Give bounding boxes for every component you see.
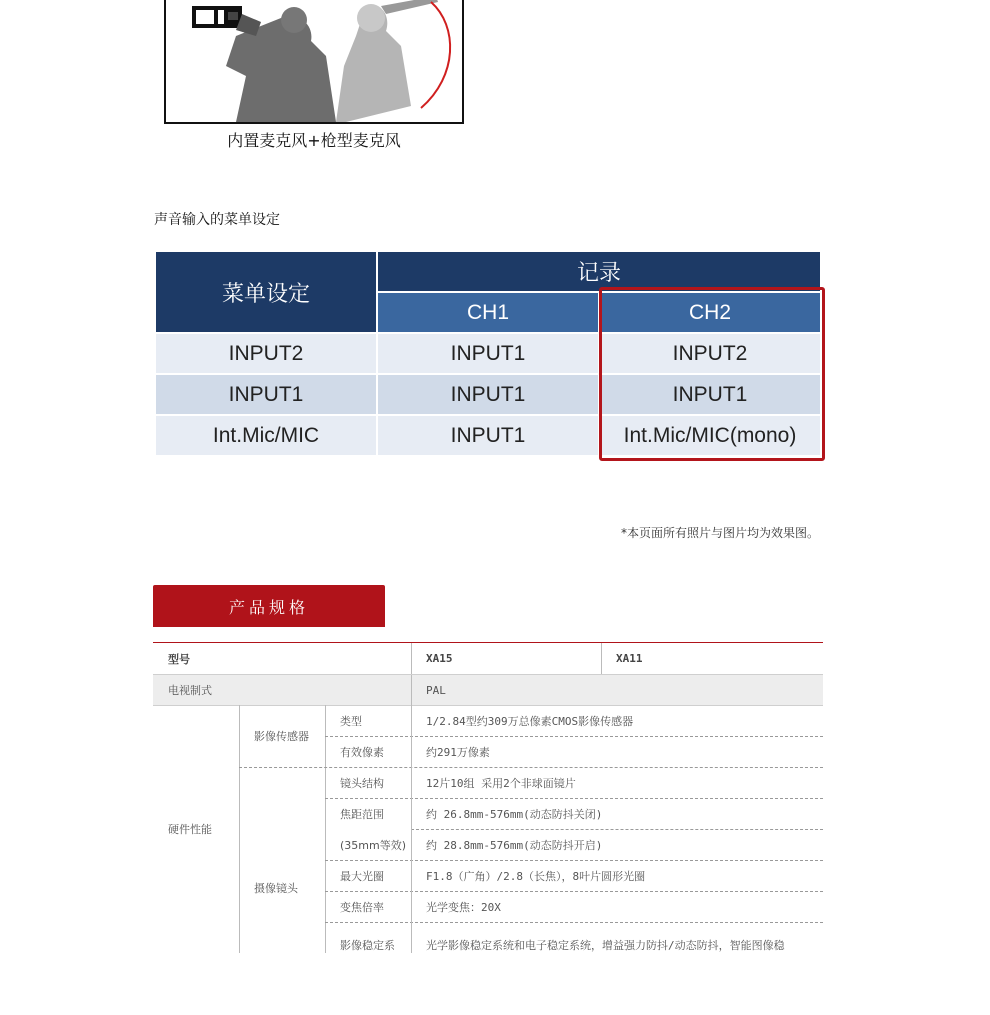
header-ch2: CH2 [600,293,820,332]
camera-operators-image [166,0,462,122]
spec-group-lens: 摄像镜头 [254,882,298,895]
spec-label-lens-structure: 镜头结构 [340,776,384,790]
spec-label-tv-system: 电视制式 [168,684,212,697]
spec-value-focal-off: 约 26.8mm-576mm(动态防抖关闭) [426,807,603,821]
spec-label-model: 型号 [168,652,190,666]
table-cell: INPUT1 [156,375,376,414]
table-cell: INPUT1 [378,334,598,373]
table-cell: INPUT1 [600,375,820,414]
spec-label-effective-pixels: 有效像素 [340,745,384,759]
table-cell: INPUT1 [378,375,598,414]
spec-label-sensor-type: 类型 [340,714,362,728]
table-cell: INPUT2 [600,334,820,373]
table-cell: Int.Mic/MIC [156,416,376,455]
table-cell: Int.Mic/MIC(mono) [600,416,820,455]
spec-label-hardware: 硬件性能 [168,823,212,836]
header-menu-settings: 菜单设定 [156,252,376,332]
mic-illustration [164,0,464,124]
spec-value-aperture: F1.8（广角）/2.8（长焦），8叶片圆形光圈 [426,869,646,883]
spec-model-xa11: XA11 [616,652,643,665]
table-cell: INPUT2 [156,334,376,373]
spec-value-zoom: 光学变焦：20X [426,900,501,914]
spec-model-xa15: XA15 [426,652,453,665]
spec-label-aperture: 最大光圈 [340,869,384,883]
disclaimer-note: *本页面所有照片与图片均为效果图。 [620,526,819,540]
tab-product-spec[interactable]: 产品规格 [153,585,385,627]
header-ch1: CH1 [378,293,598,332]
spec-label-focal-35: (35mm等效) [340,838,407,852]
spec-value-sensor-type: 1/2.84型约309万总像素CMOS影像传感器 [426,714,634,728]
spec-label-focal-range: 焦距范围 [340,807,384,821]
spec-group-sensor: 影像传感器 [254,730,309,743]
illustration-caption: 内置麦克风+枪型麦克风 [227,131,401,150]
section-heading: 声音输入的菜单设定 [154,212,280,228]
header-record: 记录 [378,252,820,291]
spec-value-tv-system: PAL [426,683,446,697]
table-cell: INPUT1 [378,416,598,455]
spec-value-focal-on: 约 28.8mm-576mm(动态防抖开启) [426,838,603,852]
spec-label-stabilizer: 影像稳定系 [340,939,395,952]
spec-value-stabilizer: 光学影像稳定系统和电子稳定系统，增益强力防抖/动态防抖，智能图像稳 [426,939,785,952]
spec-value-lens-structure: 12片10组 采用2个非球面镜片 [426,776,576,790]
ch2-highlight-box [599,287,825,461]
spec-label-zoom: 变焦倍率 [340,900,384,914]
spec-value-effective-pixels: 约291万像素 [426,745,490,759]
